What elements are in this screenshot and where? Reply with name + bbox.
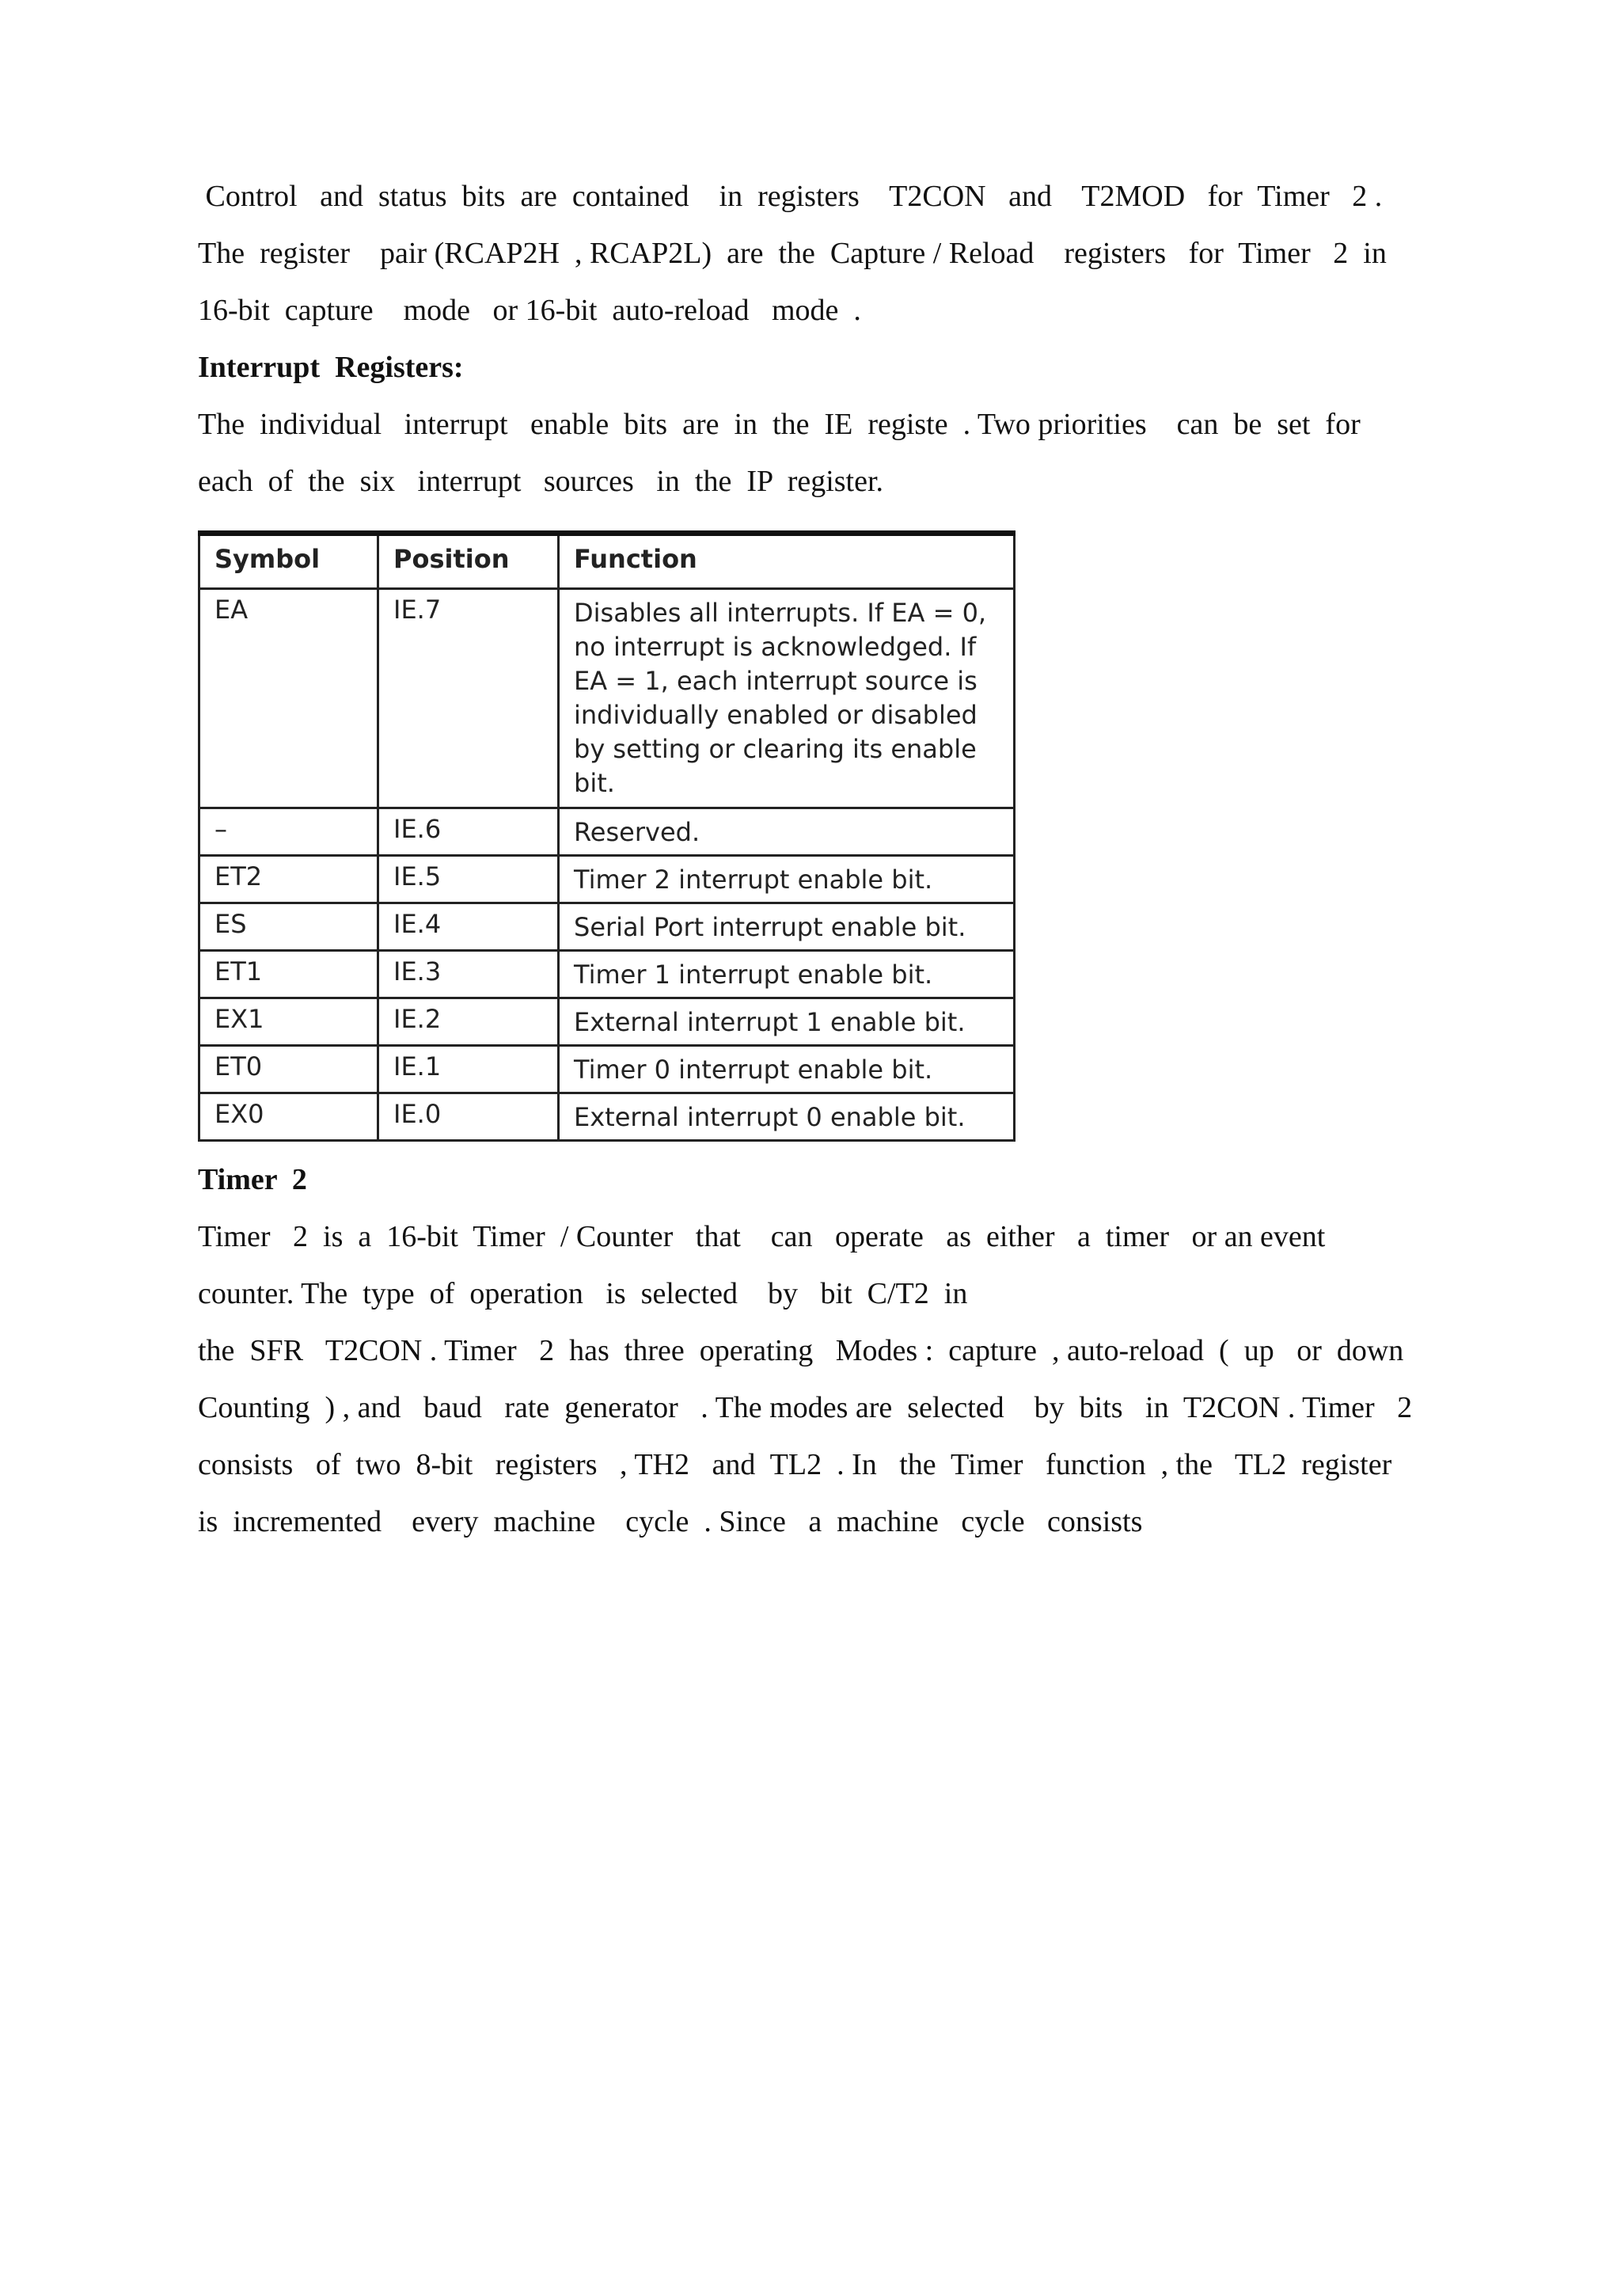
timer2-line: Counting ) , and baud rate generator . The modes are selected by bits in T2CON . Timer 2 <box>198 1391 1413 1424</box>
ie-register-table-wrap <box>198 530 1013 1142</box>
timer2-line: is incremented every machine cycle . Since a machine cycle consists <box>198 1505 1143 1538</box>
cell-function: Timer 2 interrupt enable bit. <box>559 856 1015 903</box>
table-row <box>199 589 1015 808</box>
cell-symbol: – <box>199 808 378 856</box>
cell-function: Timer 0 interrupt enable bit. <box>559 1046 1015 1093</box>
intro-line: 16-bit capture mode or 16-bit auto-reload mode . <box>198 294 861 327</box>
table-row <box>199 1093 1015 1141</box>
cell-function: Timer 1 interrupt enable bit. <box>559 951 1015 998</box>
cell-position: IE.5 <box>378 856 559 903</box>
table-row <box>199 903 1015 951</box>
cell-symbol: ET2 <box>199 856 378 903</box>
cell-function: External interrupt 0 enable bit. <box>559 1093 1015 1141</box>
intro-line: Control and status bits are contained in registers T2CON and T2MOD for Timer 2 . <box>198 180 1383 213</box>
cell-function: Reserved. <box>559 808 1015 856</box>
cell-position: IE.7 <box>378 589 559 808</box>
cell-symbol: ET0 <box>199 1046 378 1093</box>
table-row <box>199 856 1015 903</box>
intro-paragraph <box>198 168 1488 339</box>
timer2-line: counter. The type of operation is selected by bit C/T2 in <box>198 1277 968 1310</box>
header-position: Position <box>378 534 559 589</box>
timer2-line: consists of two 8-bit registers , TH2 and TL2 . In the Timer function , the TL2 register <box>198 1448 1392 1481</box>
cell-symbol: EA <box>199 589 378 808</box>
table-row <box>199 1046 1015 1093</box>
table-row <box>199 808 1015 856</box>
timer2-paragraph <box>198 1208 1488 1550</box>
intro-line: The register pair (RCAP2H , RCAP2L) are the Capture / Reload registers for Timer 2 in <box>198 237 1387 270</box>
interrupt-line: each of the six interrupt sources in the IP register. <box>198 465 884 498</box>
interrupt-registers-heading: Interrupt Registers: <box>198 351 464 384</box>
table-row <box>199 951 1015 998</box>
cell-position: IE.1 <box>378 1046 559 1093</box>
cell-function: Serial Port interrupt enable bit. <box>559 903 1015 951</box>
interrupt-line: The individual interrupt enable bits are in the IE registe . Two priorities can be set for <box>198 408 1361 441</box>
header-function: Function <box>559 534 1015 589</box>
header-symbol: Symbol <box>199 534 378 589</box>
timer2-line: the SFR T2CON . Timer 2 has three operating Modes : capture , auto-reload ( up or down <box>198 1334 1404 1367</box>
cell-symbol: EX0 <box>199 1093 378 1141</box>
table-header-row <box>199 534 1015 589</box>
document-page <box>198 168 1488 1550</box>
cell-function: External interrupt 1 enable bit. <box>559 998 1015 1046</box>
cell-position: IE.2 <box>378 998 559 1046</box>
cell-position: IE.6 <box>378 808 559 856</box>
cell-position: IE.0 <box>378 1093 559 1141</box>
cell-symbol: ET1 <box>199 951 378 998</box>
cell-symbol: EX1 <box>199 998 378 1046</box>
cell-position: IE.4 <box>378 903 559 951</box>
interrupt-paragraph <box>198 396 1488 510</box>
timer2-line: Timer 2 is a 16-bit Timer / Counter that can operate as either a timer or an event <box>198 1220 1326 1253</box>
cell-position: IE.3 <box>378 951 559 998</box>
timer2-heading: Timer 2 <box>198 1163 307 1196</box>
ie-register-table <box>198 530 1015 1142</box>
cell-function: Disables all interrupts. If EA = 0, no interrupt is acknowledged. If EA = 1, each interrupt source is individually enabled or disabled by setting or clearing its enable bit. <box>559 589 1015 808</box>
table-row <box>199 998 1015 1046</box>
cell-symbol: ES <box>199 903 378 951</box>
